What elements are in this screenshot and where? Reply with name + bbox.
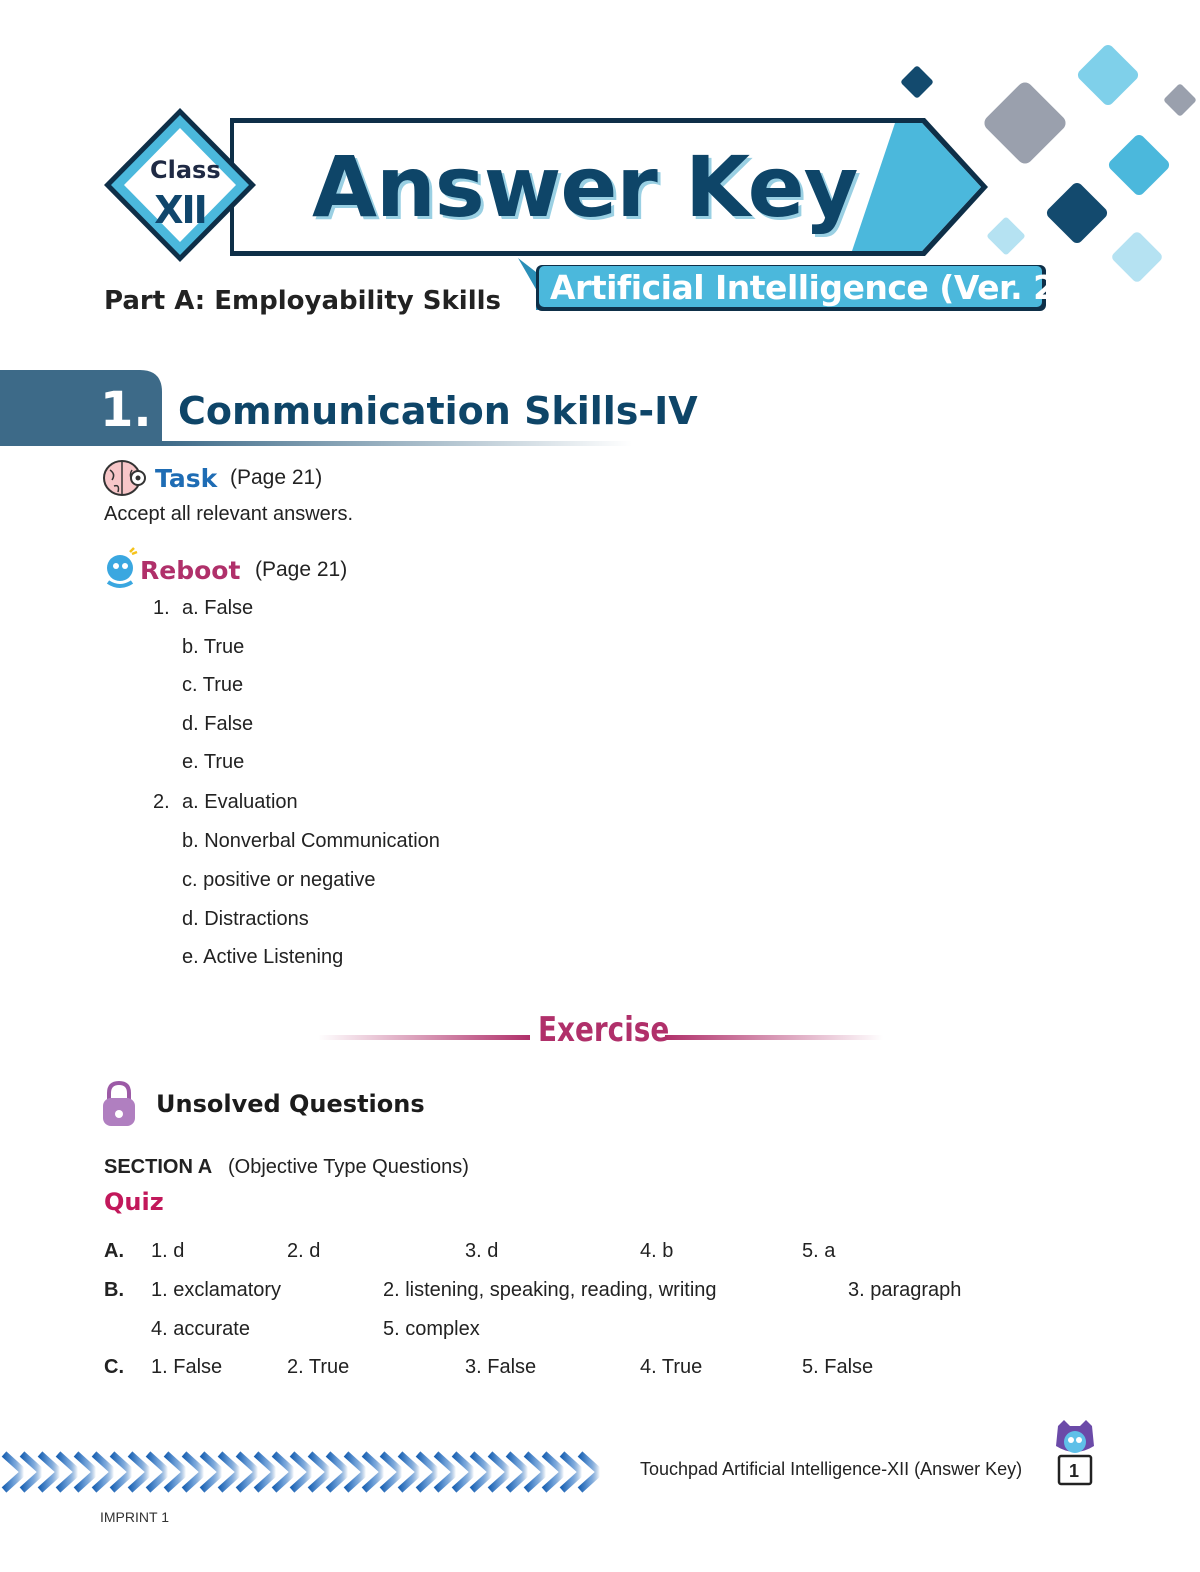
section-subtitle: (Objective Type Questions) [228, 1156, 469, 1178]
class-number: XII [154, 188, 206, 232]
task-answer: Accept all relevant answers. [104, 503, 354, 525]
section-label: SECTION A [104, 1156, 213, 1178]
reboot-page-ref: (Page 21) [255, 558, 348, 581]
subject-title: Artificial Intelligence (Ver. 2.0) [550, 268, 1105, 307]
quiz-label: Quiz [104, 1188, 164, 1216]
answer-item: 5. a [802, 1240, 836, 1262]
task-page-ref: (Page 21) [230, 466, 323, 489]
list-item: e. True [182, 751, 245, 773]
list-item: d. False [182, 713, 254, 735]
footer-chevrons [0, 1448, 640, 1498]
reboot-q1-number: 1. [153, 597, 170, 619]
answer-item: 1. exclamatory [151, 1279, 282, 1301]
list-item: a. False [182, 597, 254, 619]
answer-item: 2. listening, speaking, reading, writing [383, 1279, 717, 1301]
list-item: a. Evaluation [182, 791, 298, 813]
list-item: b. True [182, 636, 245, 658]
chapter-title: Communication Skills-IV [178, 389, 698, 433]
answer-item: 4. b [640, 1240, 674, 1262]
row-a-label: A. [104, 1240, 124, 1262]
reboot-q2-number: 2. [153, 791, 170, 813]
list-item: e. Active Listening [182, 946, 344, 968]
row-b-label: B. [104, 1279, 124, 1301]
answer-item: 4. True [640, 1356, 703, 1378]
reboot-heading: Reboot [140, 556, 241, 585]
row-c-label: C. [104, 1356, 124, 1378]
footer-text: Touchpad Artificial Intelligence-XII (Answer Key) [640, 1459, 1023, 1479]
answer-item: 1. False [151, 1356, 223, 1378]
page-number: 1 [1068, 1461, 1079, 1481]
unsolved-heading: Unsolved Questions [156, 1090, 425, 1118]
lock-icon [100, 1080, 138, 1130]
task-heading: Task [155, 464, 218, 493]
list-item: c. positive or negative [182, 869, 376, 891]
imprint-label: IMPRINT 1 [100, 1509, 169, 1525]
answer-item: 3. False [465, 1356, 537, 1378]
answer-item: 3. paragraph [848, 1279, 962, 1301]
answer-item: 1. d [151, 1240, 185, 1262]
answer-item: 2. d [287, 1240, 321, 1262]
robot-icon [102, 546, 140, 590]
part-title: Part A: Employability Skills [104, 286, 501, 316]
list-item: c. True [182, 674, 244, 696]
answer-item: 5. complex [383, 1318, 480, 1340]
answer-item: 5. False [802, 1356, 874, 1378]
brain-gear-icon [102, 458, 148, 498]
list-item: b. Nonverbal Communication [182, 830, 440, 852]
answer-item: 3. d [465, 1240, 499, 1262]
chapter-number: 1. [100, 382, 152, 438]
page-title: Answer Key [312, 138, 858, 236]
answer-item: 2. True [287, 1356, 350, 1378]
list-item: d. Distractions [182, 908, 309, 930]
class-label: Class [150, 156, 221, 184]
exercise-title: Exercise [538, 1010, 670, 1050]
answer-item: 4. accurate [151, 1318, 250, 1340]
